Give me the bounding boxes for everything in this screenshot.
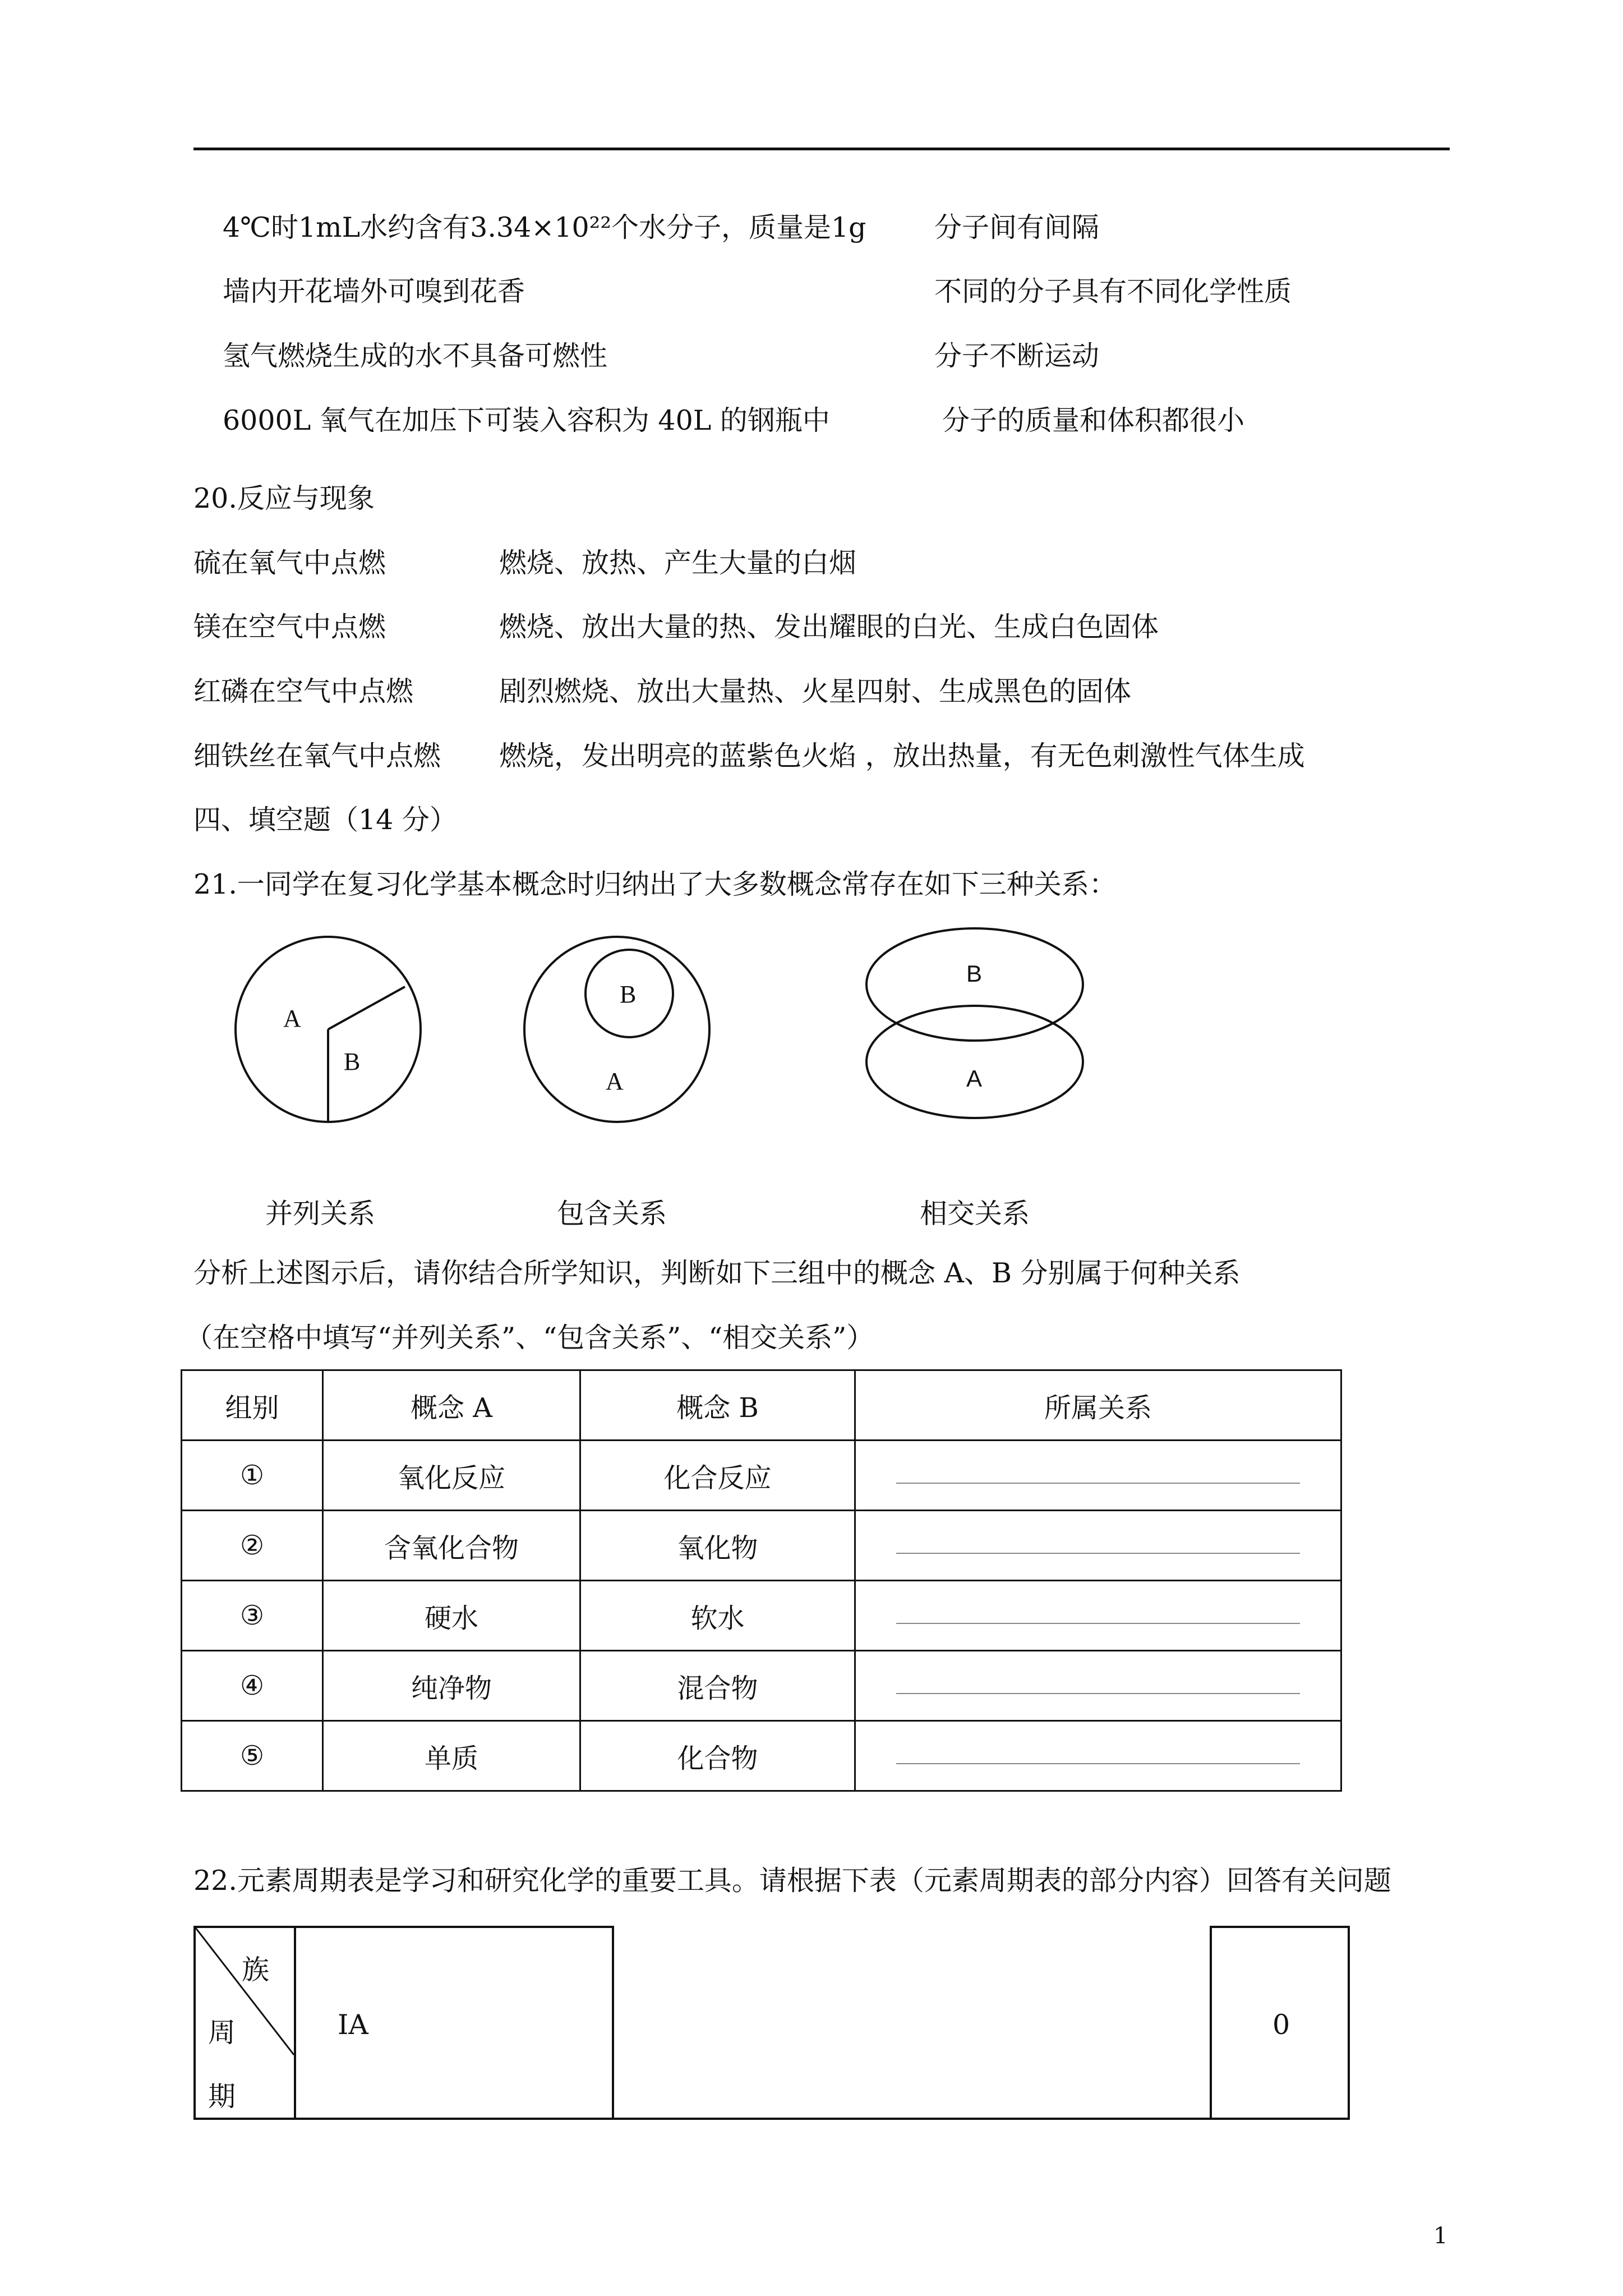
group-1a-cell	[294, 1926, 614, 2120]
answer-blank[interactable]	[896, 1483, 1300, 1484]
q20-reaction-4: 细铁丝在氧气中点燃	[193, 740, 441, 772]
intersection-label-a: A	[966, 1065, 983, 1092]
q21-instruction-1: 分析上述图示后，请你结合所学知识，判断如下三组中的概念 A、B 分别属于何种关系	[193, 1257, 1241, 1289]
q20-phenomenon-1: 燃烧、放热、产生大量的白烟	[499, 547, 857, 579]
q20-title: 20.反应与现象	[193, 482, 375, 514]
row-concept-b: 化合反应	[580, 1441, 855, 1511]
row-relation-answer[interactable]	[855, 1581, 1341, 1651]
header-concept-b: 概念 B	[580, 1370, 855, 1441]
header-rule	[193, 148, 1450, 150]
intersection-label-b: B	[966, 960, 983, 987]
row-concept-b: 混合物	[580, 1651, 855, 1721]
inclusion-label-a: A	[606, 1068, 624, 1095]
q20-reaction-3: 红磷在空气中点燃	[193, 675, 414, 707]
header-concept-a: 概念 A	[323, 1370, 580, 1441]
q21-title: 21.一同学在复习化学基本概念时归纳出了大多数概念常存在如下三种关系：	[193, 868, 1117, 900]
row-relation-answer[interactable]	[855, 1651, 1341, 1721]
header-group: 组别	[182, 1370, 323, 1441]
q22-title: 22.元素周期表是学习和研究化学的重要工具。请根据下表（元素周期表的部分内容）回答有关问题	[193, 1865, 1391, 1897]
period-label-2: 期	[208, 2081, 236, 2113]
match-right-1: 分子间有间隔	[934, 211, 1100, 243]
inclusion-label-b: B	[620, 981, 637, 1008]
row-group: ⑤	[182, 1721, 323, 1791]
answer-blank[interactable]	[896, 1693, 1300, 1694]
answer-blank[interactable]	[896, 1553, 1300, 1554]
table-row	[182, 1511, 1341, 1581]
q20-reaction-1: 硫在氧气中点燃	[193, 547, 386, 579]
q20-phenomenon-2: 燃烧、放出大量的热、发出耀眼的白光、生成白色固体	[499, 611, 1159, 643]
match-right-4: 分子的质量和体积都很小	[942, 404, 1245, 436]
row-group: ②	[182, 1511, 323, 1581]
match-right-2: 不同的分子具有不同化学性质	[934, 275, 1292, 307]
row-concept-b: 软水	[580, 1581, 855, 1651]
period-label-1: 周	[208, 2017, 236, 2049]
match-left-2: 墙内开花墙外可嗅到花香	[223, 275, 525, 307]
answer-blank[interactable]	[896, 1763, 1300, 1764]
match-left-1: 4℃时1mL水约含有3.34×10²²个水分子，质量是1g	[223, 211, 866, 243]
inclusion-diagram	[524, 937, 709, 1122]
periodic-table-fragment	[193, 1926, 1350, 2123]
row-group: ③	[182, 1581, 323, 1651]
periodic-table-middle	[612, 1926, 1212, 2120]
table-row	[182, 1721, 1341, 1791]
table-row	[182, 1651, 1341, 1721]
group-1a-label: ⅠA	[338, 2009, 368, 2041]
row-concept-a: 硬水	[323, 1581, 580, 1651]
table-row	[182, 1581, 1341, 1651]
parallel-label-a: A	[283, 1005, 301, 1032]
header-relation: 所属关系	[855, 1370, 1341, 1441]
match-left-3: 氢气燃烧生成的水不具备可燃性	[223, 340, 608, 372]
q21-instruction-2: （在空格中填写“并列关系”、“包含关系”、“相交关系”）	[185, 1322, 874, 1354]
parallel-diagram	[236, 937, 421, 1122]
row-group: ①	[182, 1441, 323, 1511]
period-group-header-cell	[193, 1926, 296, 2120]
parallel-label-b: B	[344, 1048, 361, 1075]
row-concept-a: 纯净物	[323, 1651, 580, 1721]
concept-relation-table	[181, 1369, 1342, 1792]
q20-phenomenon-3: 剧烈燃烧、放出大量热、火星四射、生成黑色的固体	[499, 675, 1132, 707]
group-0-label: 0	[1272, 2009, 1290, 2041]
row-group: ④	[182, 1651, 323, 1721]
match-right-3: 分子不断运动	[934, 340, 1100, 372]
group-0-cell	[1210, 1926, 1350, 2120]
intersection-diagram	[866, 928, 1083, 1118]
answer-blank[interactable]	[896, 1623, 1300, 1624]
table-row	[182, 1441, 1341, 1511]
match-left-4: 6000L 氧气在加压下可装入容积为 40L 的钢瓶中	[223, 404, 830, 436]
row-concept-a: 氧化反应	[323, 1441, 580, 1511]
table-header-row	[182, 1370, 1341, 1441]
row-concept-b: 化合物	[580, 1721, 855, 1791]
caption-inclusion: 包含关系	[557, 1198, 667, 1230]
row-relation-answer[interactable]	[855, 1441, 1341, 1511]
page-number: 1	[1433, 2223, 1448, 2249]
row-concept-b: 氧化物	[580, 1511, 855, 1581]
q20-phenomenon-4: 燃烧，发出明亮的蓝紫色火焰 ，放出热量，有无色刺激性气体生成	[499, 740, 1305, 772]
relation-diagrams	[224, 923, 1122, 1136]
q20-reaction-2: 镁在空气中点燃	[193, 611, 386, 643]
caption-parallel: 并列关系	[265, 1198, 376, 1230]
section-heading: 四、填空题（14 分）	[193, 804, 457, 836]
row-relation-answer[interactable]	[855, 1511, 1341, 1581]
caption-intersection: 相交关系	[920, 1198, 1030, 1230]
row-concept-a: 单质	[323, 1721, 580, 1791]
group-label: 族	[242, 1954, 270, 1986]
row-concept-a: 含氧化合物	[323, 1511, 580, 1581]
row-relation-answer[interactable]	[855, 1721, 1341, 1791]
